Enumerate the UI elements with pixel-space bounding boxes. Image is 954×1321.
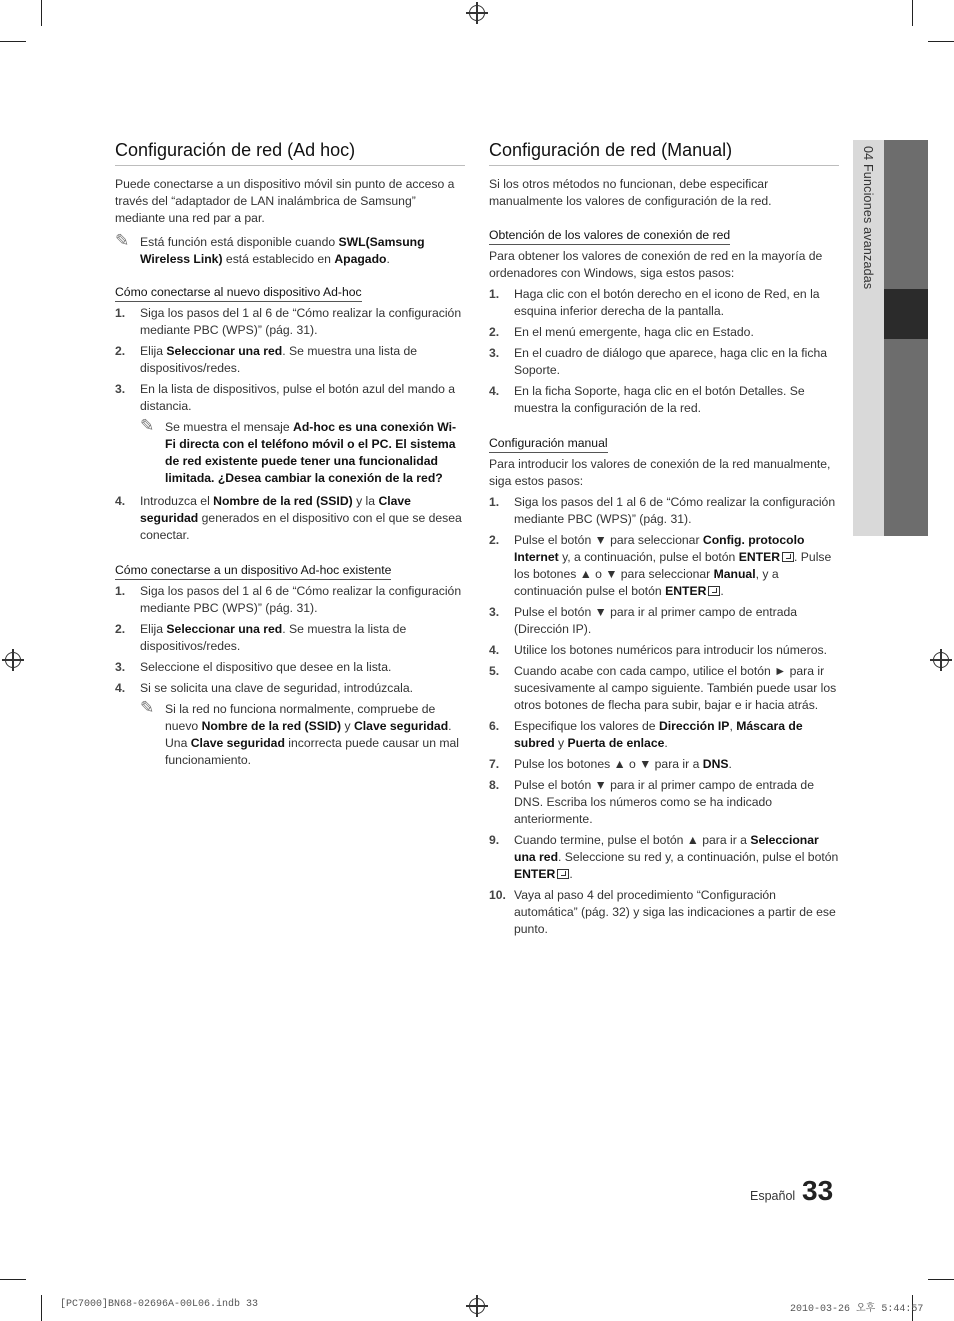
list-item: 5. Cuando acabe con cada campo, utilice el botón ► para ir sucesivamente al campo siguiente. También puede usar los otros botones de flecha para subir, bajar e ir hacia atrás. <box>489 664 837 712</box>
pencil-note-icon: ✎ <box>115 231 130 250</box>
list-item: 1. Siga los pasos del 1 al 6 de “Cómo realizar la configuración mediante PBC (WPS)” (pág. 31). <box>115 306 462 337</box>
list-item: 1. Siga los pasos del 1 al 6 de “Cómo realizar la configuración mediante PBC (WPS)” (pág. 31). <box>489 495 836 526</box>
registration-mark-icon <box>469 1298 485 1314</box>
list-item: 1. Siga los pasos del 1 al 6 de “Cómo realizar la configuración mediante PBC (WPS)” (pág. 31). <box>115 584 462 615</box>
list-item: 10. Vaya al paso 4 del procedimiento “Configuración automática” (pág. 32) y siga las indicaciones a partir de ese punto. <box>489 888 836 936</box>
crop-mark <box>928 41 954 42</box>
crop-mark <box>928 1279 954 1280</box>
section-title-manual: Configuración de red (Manual) <box>489 138 839 166</box>
crop-mark <box>41 1295 42 1321</box>
subsection-title: Cómo conectarse al nuevo dispositivo Ad-hoc <box>115 284 362 302</box>
list-item: 2. Elija Seleccionar una red. Se muestra la lista de dispositivos/redes. <box>115 622 407 653</box>
list-item: 4. En la ficha Soporte, haga clic en el botón Detalles. Se muestra la configuración de la red. <box>489 384 805 415</box>
crop-mark <box>0 41 26 42</box>
steps-list <box>489 494 839 938</box>
steps-list <box>115 305 465 544</box>
list-item: 3. Pulse el botón ▼ para ir al primer campo de entrada (Dirección IP). <box>489 605 798 636</box>
page-number: 33 <box>802 1175 834 1206</box>
subsection-intro: Para obtener los valores de conexión de red en la mayoría de ordenadores con Windows, siga estos pasos: <box>489 249 823 280</box>
crop-mark <box>912 0 913 26</box>
steps-list <box>489 286 839 417</box>
print-date-info: 2010-03-26 오후 5:44:57 <box>790 1304 924 1315</box>
manual-intro: Si los otros métodos no funcionan, debe especificar manualmente los valores de configuración de la red. <box>489 177 772 208</box>
list-item: 7. Pulse los botones ▲ o ▼ para ir a DNS. <box>489 757 732 771</box>
subsection-intro: Para introducir los valores de conexión de la red manualmente, siga estos pasos: <box>489 457 831 488</box>
list-item: 4. Introduzca el Nombre de la red (SSID) y la Clave seguridad generados en el dispositivo con el que se desea conectar. <box>115 494 462 542</box>
enter-key-icon <box>782 552 794 562</box>
crop-mark <box>41 0 42 26</box>
list-item: 9. Cuando termine, pulse el botón ▲ para ir a Seleccionar una red. Seleccione su red y, a continuación, pulse el botón ENTER . <box>489 833 839 881</box>
list-item: 3. En el cuadro de diálogo que aparece, haga clic en la ficha Soporte. <box>489 346 828 377</box>
list-item: 3. En la lista de dispositivos, pulse el botón azul del mando a distancia. ✎ Se muestra el mensaje Ad-hoc es una conexión Wi-Fi directa con el teléfono móvil o el PC. El sistema de red existente puede tener una funcionalidad limitada. ¿Desea cambiar la conexión de la red? <box>115 381 465 487</box>
note: ✎ Se muestra el mensaje Ad-hoc es una conexión Wi-Fi directa con el teléfono móvil o el PC. El sistema de red existente puede tener una funcionalidad limitada. ¿Desea cambiar la conexión de la red? <box>140 416 457 485</box>
chapter-tab-block <box>884 339 928 536</box>
subsection-title: Obtención de los valores de conexión de red <box>489 227 730 245</box>
list-item: 4. Utilice los botones numéricos para introducir los números. <box>489 643 827 657</box>
list-item: 4. Si se solicita una clave de seguridad, introdúzcala. ✎ Si la red no funciona normalmente, compruebe de nuevo Nombre de la red (SSID) y Clave seguridad. Una Clave seguridad incorrecta puede causar un mal funcionamiento. <box>115 680 465 769</box>
note: ✎ Está función está disponible cuando SWL(Samsung Wireless Link) está establecido en Apagado. <box>115 231 425 266</box>
chapter-tab-label: 04 Funciones avanzadas <box>861 146 875 290</box>
list-item: 2. Pulse el botón ▼ para seleccionar Config. protocolo Internet y, a continuación, pulse el botón ENTER . Pulse los botones ▲ o ▼ para seleccionar Manual, y a continuación pulse el botón ENTER . <box>489 533 832 598</box>
section-title-adhoc: Configuración de red (Ad hoc) <box>115 138 465 166</box>
list-item: 3. Seleccione el dispositivo que desee en la lista. <box>115 660 392 674</box>
list-item: 1. Haga clic con el botón derecho en el icono de Red, en la esquina inferior derecha de la pantalla. <box>489 287 820 318</box>
crop-mark <box>0 1279 26 1280</box>
steps-list <box>115 583 465 769</box>
subsection-title: Configuración manual <box>489 435 608 453</box>
left-column <box>115 138 465 775</box>
adhoc-intro: Puede conectarse a un dispositivo móvil sin punto de acceso a través del “adaptador de LAN inalámbrica de Samsung” mediante una red par a par. <box>115 177 455 225</box>
subsection-title: Cómo conectarse a un dispositivo Ad-hoc existente <box>115 562 391 580</box>
pencil-note-icon: ✎ <box>140 698 155 717</box>
registration-mark-icon <box>933 652 949 668</box>
right-column <box>489 138 839 942</box>
enter-key-icon <box>708 586 720 596</box>
chapter-tab-active <box>884 289 928 339</box>
print-file-info: [PC7000]BN68-02696A-00L06.indb 33 <box>60 1299 259 1310</box>
list-item: 2. En el menú emergente, haga clic en Estado. <box>489 325 754 339</box>
enter-key-icon <box>557 869 569 879</box>
registration-mark-icon <box>5 652 21 668</box>
page-language: Español <box>750 1189 796 1203</box>
note: ✎ Si la red no funciona normalmente, compruebe de nuevo Nombre de la red (SSID) y Clave seguridad. Una Clave seguridad incorrecta puede causar un mal funcionamiento. <box>140 698 460 767</box>
registration-mark-icon <box>469 5 485 21</box>
list-item: 8. Pulse el botón ▼ para ir al primer campo de entrada de DNS. Escriba los números como se ha indicado anteriormente. <box>489 778 814 826</box>
pencil-note-icon: ✎ <box>140 416 155 435</box>
list-item: 6. Especifique los valores de Dirección IP, Máscara de subred y Puerta de enlace. <box>489 719 803 750</box>
chapter-tab-block <box>884 140 928 289</box>
list-item: 2. Elija Seleccionar una red. Se muestra una lista de dispositivos/redes. <box>115 344 418 375</box>
